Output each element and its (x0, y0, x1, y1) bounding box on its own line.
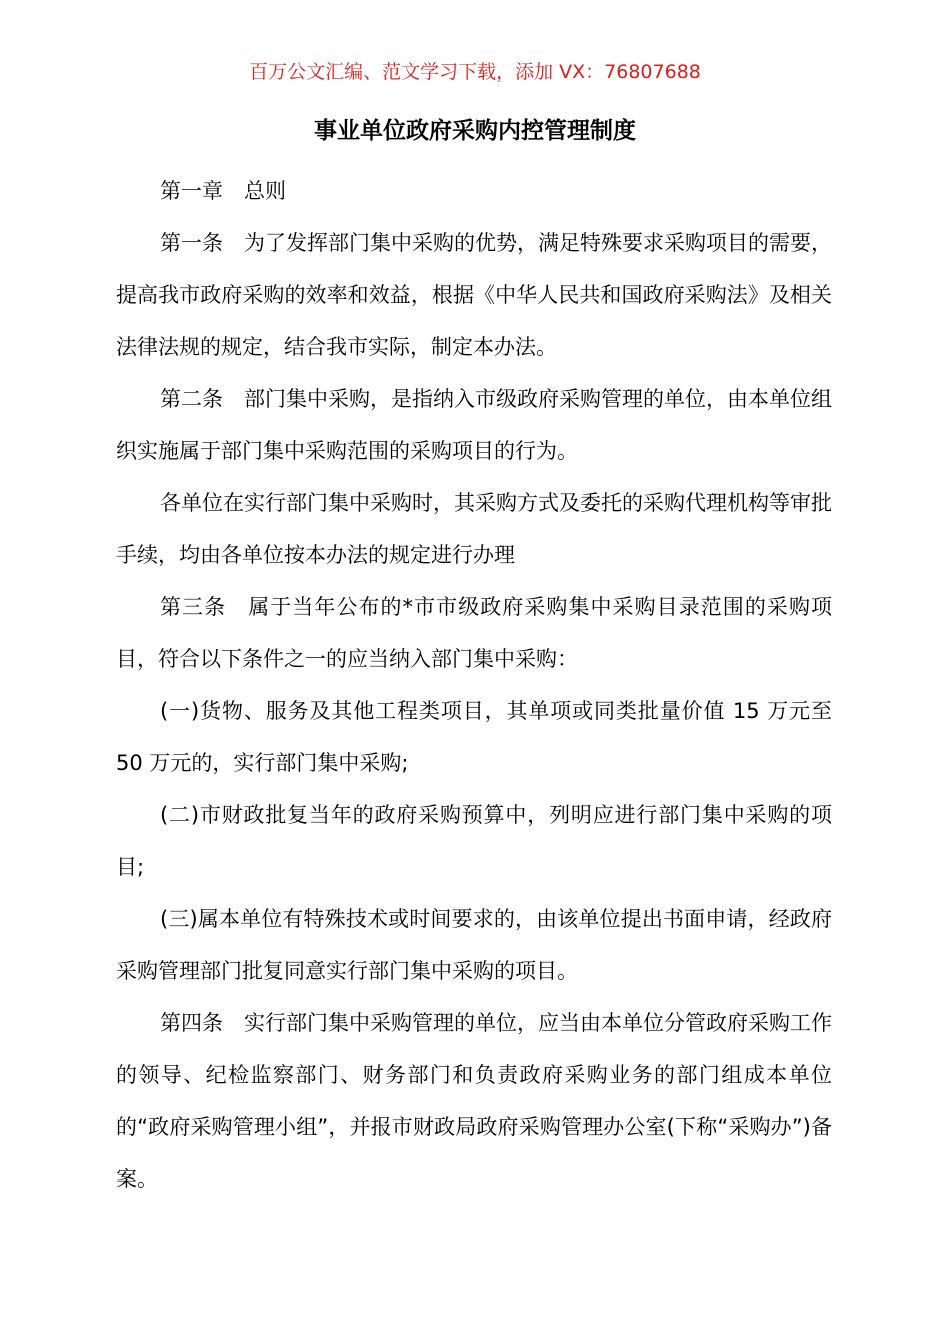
article-4: 第四条 实行部门集中采购管理的单位，应当由本单位分管政府采购工作的领导、纪检监察部门、财务部门和负责政府采购业务的部门组成本单位的“政府采购管理小组”，并报市财政局政府采购管理办公室(下称“采购办”)备案。 (116, 1011, 832, 1191)
chapter-heading: 第一章 总则 (160, 179, 286, 203)
article-3-item-1: (一)货物、服务及其他工程类项目，其单项或同类批量价值 15 万元至 50 万元的，实行部门集中采购; (116, 699, 832, 775)
article-2-supplement: 各单位在实行部门集中采购时，其采购方式及委托的采购代理机构等审批手续，均由各单位按本办法的规定进行办理 (116, 491, 832, 567)
article-3-item-3: (三)属本单位有特殊技术或时间要求的，由该单位提出书面申请，经政府采购管理部门批复同意实行部门集中采购的项目。 (116, 907, 832, 983)
article-3: 第三条 属于当年公布的*市市级政府采购集中采购目录范围的采购项目，符合以下条件之一的应当纳入部门集中采购： (116, 595, 832, 671)
header-banner: 百万公文汇编、范文学习下载，添加 VX：76807688 (249, 61, 701, 83)
document-title: 事业单位政府采购内控管理制度 (314, 118, 636, 144)
article-2: 第二条 部门集中采购，是指纳入市级政府采购管理的单位，由本单位组织实施属于部门集中采购范围的采购项目的行为。 (116, 387, 832, 463)
article-1: 第一条 为了发挥部门集中采购的优势，满足特殊要求采购项目的需要，提高我市政府采购的效率和效益，根据《中华人民共和国政府采购法》及相关法律法规的规定，结合我市实际，制定本办法。 (116, 231, 832, 359)
document-body (116, 165, 832, 1205)
article-3-item-2: (二)市财政批复当年的政府采购预算中，列明应进行部门集中采购的项目; (116, 803, 832, 879)
